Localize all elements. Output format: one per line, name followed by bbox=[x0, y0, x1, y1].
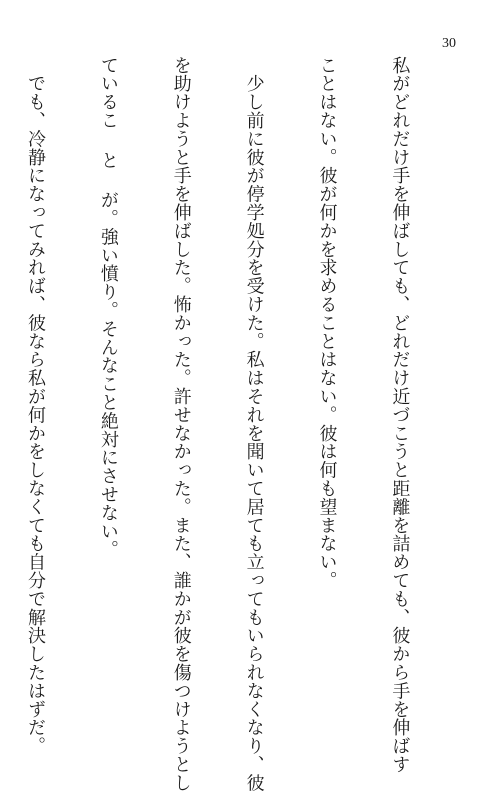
text-line: 少し前に彼が停学処分を受けた。私はそれを聞いて居ても立ってもいられなくなり、彼 bbox=[243, 56, 265, 792]
text-line: を助けようと手を伸ばした。怖かった。許せなかった。また、誰かが彼を傷つけようとし bbox=[170, 56, 192, 792]
text-line: 私がどれだけ手を伸ばしても、どれだけ近づこうと距離を詰めても、彼から手を伸ばす bbox=[389, 56, 411, 774]
text-line: ことはない。彼が何かを求めることはない。彼は何も望まない。 bbox=[316, 56, 338, 590]
page-number: 30 bbox=[442, 36, 456, 51]
text-line: ているこ と が。強い憤り。そんなこと絶対にさせない。 bbox=[97, 56, 119, 559]
novel-body-text bbox=[0, 56, 460, 792]
text-line: でも、冷静になってみれば、彼なら私が何かをしなくても自分で解決したはずだ。 bbox=[24, 56, 46, 756]
